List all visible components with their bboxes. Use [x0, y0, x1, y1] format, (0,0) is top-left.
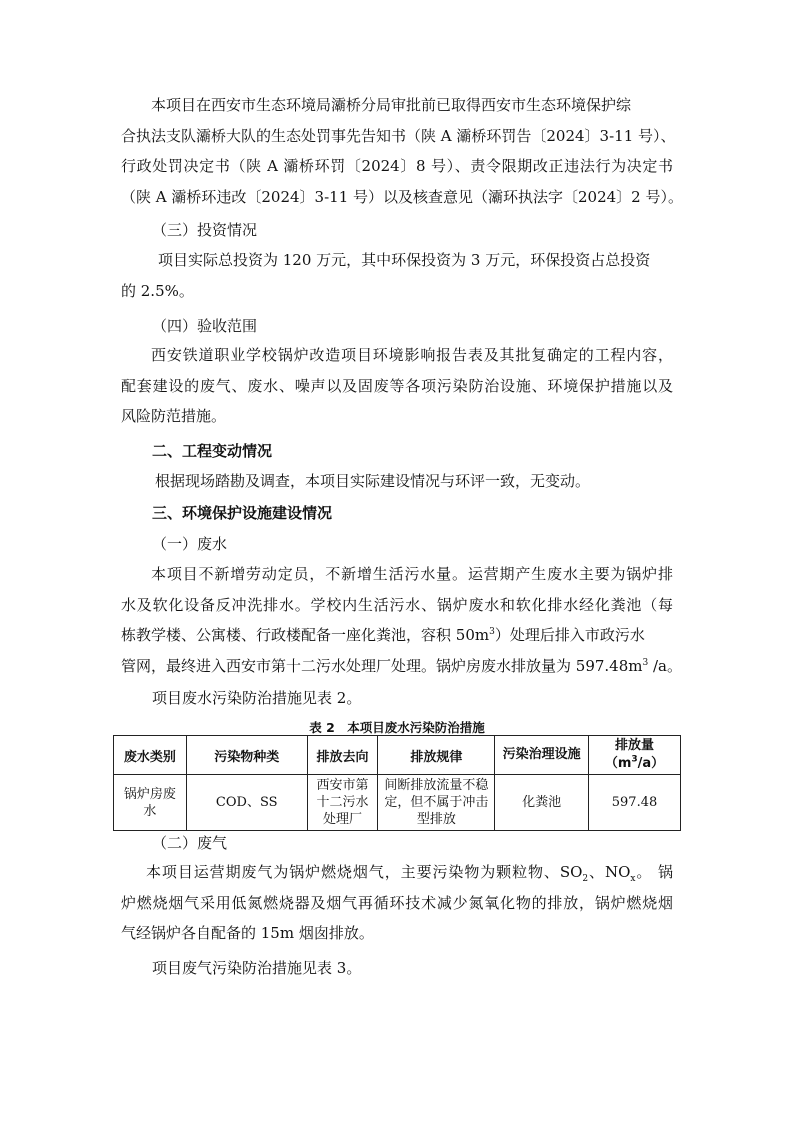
table-header-cell	[589, 736, 681, 775]
text-line: （陕 A 灞桥环违改〔2024〕3-11 号）以及核查意见（灞环执法字〔2024〕2 号）。	[121, 187, 683, 206]
paragraph-wastewater	[121, 559, 682, 681]
text-line: 气经锅炉各自配备的 15m 烟囱排放。	[121, 924, 374, 942]
table-reference-exhaust: 项目废气污染防治措施见表 3。	[152, 959, 362, 977]
text-line: 项目实际总投资为 120 万元，其中环保投资为 3 万元，环保投资占总投资	[158, 251, 651, 269]
table-cell: 锅炉房废水	[114, 775, 187, 831]
text-segment: 本项目运营期废气为锅炉燃烧烟气，主要污染物为颗粒物、SO	[146, 863, 583, 881]
text-line: 配套建设的废气、废水、噪声以及固废等各项污染防治设施、环境保护措施以及	[121, 376, 673, 395]
header-label: 排放量	[615, 738, 655, 753]
paragraph-scope	[121, 340, 673, 432]
text-line: 炉燃烧烟气采用低氮燃烧器及烟气再循环技术减少氮氧化物的排放，锅炉燃烧烟	[121, 893, 673, 912]
header-unit: /a）	[637, 756, 665, 771]
paragraph-investment	[121, 245, 673, 306]
text-line: 风险防范措施。	[121, 407, 227, 425]
paragraph-approval	[121, 90, 683, 212]
text-segment: /a。	[648, 656, 682, 675]
heading-project-changes: 二、工程变动情况	[152, 442, 273, 460]
text-line: 水及软化设备反冲洗排水。学校内生活污水、锅炉废水和软化排水经化粪池（每	[121, 595, 673, 614]
header-unit: （m	[604, 756, 632, 771]
superscript: 3	[642, 657, 649, 668]
table-cell: 西安市第十二污水处理厂	[307, 775, 378, 831]
section-heading-investment: （三）投资情况	[152, 221, 258, 239]
table-cell: 化粪池	[495, 775, 589, 831]
table-cell: COD、SS	[186, 775, 307, 831]
text-line: 行政处罚决定书（陕 A 灞桥环罚〔2024〕8 号）、责令限期改正违法行为决定书	[121, 157, 673, 175]
table-cell: 597.48	[589, 775, 681, 831]
superscript: 3	[489, 627, 495, 637]
superscript: 3	[631, 754, 638, 765]
text-line: 本项目在西安市生态环境局灞桥分局审批前已取得西安市生态环境保护综	[151, 96, 632, 114]
text-line: 本项目不新增劳动定员，不新增生活污水量。运营期产生废水主要为锅炉排	[151, 565, 673, 583]
text-segment: 栋教学楼、公寓楼、行政楼配备一座化粪池，容积 50m	[121, 626, 490, 644]
text-line: 合执法支队灞桥大队的生态处罚事先告知书（陕 A 灞桥环罚告〔2024〕3-11 号）、	[121, 126, 676, 145]
text-segment: 管网，最终进入西安市第十二污水处理厂处理。锅炉房废水排放量为 597.48m	[121, 656, 643, 675]
subscript: x	[630, 874, 636, 884]
text-segment: 。 锅	[635, 863, 673, 881]
table-header-cell: 排放去向	[307, 736, 378, 775]
table-header-cell: 废水类别	[114, 736, 187, 775]
heading-env-facilities: 三、环境保护设施建设情况	[152, 504, 333, 522]
table-caption: 表 2 本项目废水污染防治措施	[309, 720, 485, 735]
text-line: 的 2.5%。	[121, 281, 194, 300]
text-line	[121, 857, 673, 888]
wastewater-table	[113, 735, 681, 831]
text-line	[121, 620, 673, 651]
table-cell: 间断排放流量不稳定，但不属于冲击型排放	[378, 775, 495, 831]
paragraph-changes: 根据现场踏勘及调查，本项目实际建设情况与环评一致，无变动。	[155, 472, 591, 490]
table-header-cell: 污染治理设施	[495, 736, 589, 775]
subscript: 2	[582, 874, 589, 884]
table-header-cell: 污染物种类	[186, 736, 307, 775]
table-header-cell: 排放规律	[378, 736, 495, 775]
section-heading-wastewater: （一）废水	[152, 535, 228, 553]
section-heading-scope: （四）验收范围	[152, 317, 258, 335]
text-line	[121, 651, 682, 682]
table-header-row	[114, 736, 681, 775]
text-segment: 、NO	[588, 863, 631, 881]
section-heading-exhaust: （二）废气	[152, 834, 228, 852]
paragraph-exhaust	[121, 857, 673, 949]
text-segment: ）处理后排入市政污水	[494, 626, 645, 644]
table-row	[114, 775, 681, 831]
table-reference-wastewater: 项目废水污染防治措施见表 2。	[152, 689, 362, 707]
text-line: 西安铁道职业学校锅炉改造项目环境影响报告表及其批复确定的工程内容，	[151, 346, 673, 364]
